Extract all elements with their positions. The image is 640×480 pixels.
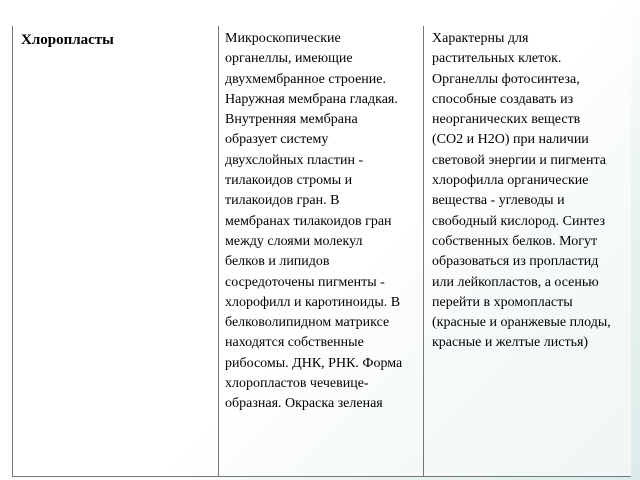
structure-line: образная. Окраска зеленая: [225, 396, 383, 412]
structure-line: Микроскопические: [225, 31, 341, 46]
function-line: перейти в хромопласты: [432, 294, 573, 310]
structure-line: Внутренняя мембрана: [225, 112, 358, 128]
function-line: вещества - углеводы и: [432, 193, 565, 209]
function-line: Характерны для: [432, 31, 529, 46]
structure-column: [218, 26, 423, 476]
function-description: [432, 29, 638, 354]
structure-line: белков и липидов: [225, 254, 330, 270]
function-line: способные создавать из: [432, 91, 574, 107]
structure-line: находятся собственные: [225, 335, 364, 351]
function-line: (СО2 и Н2О) при наличии: [432, 132, 589, 148]
structure-description: [225, 29, 421, 415]
structure-line: белковолипидном матриксе: [225, 315, 390, 331]
function-line: (красные и оранжевые плоды,: [432, 315, 611, 331]
structure-line: тилакоидов гран. В: [225, 193, 340, 209]
function-line: хлорофилла органические: [432, 173, 589, 189]
function-line: свободный кислород. Синтез: [432, 213, 606, 229]
structure-line: сосредоточены пигменты -: [225, 274, 385, 290]
structure-line: Наружная мембрана гладкая.: [225, 91, 398, 107]
function-line: образоваться из пропластид: [432, 254, 599, 270]
function-line: растительных клеток.: [432, 51, 562, 67]
term-column: [13, 26, 218, 476]
function-line: красные и желтые листья): [432, 335, 589, 351]
function-line: световой энергии и пигмента: [432, 152, 606, 168]
organelle-table: [12, 26, 631, 477]
structure-line: рибосомы. ДНК, РНК. Форма: [225, 355, 403, 371]
function-line: Органеллы фотосинтеза,: [432, 71, 580, 87]
structure-line: двухслойных пластин -: [225, 152, 364, 168]
structure-line: между слоями молекул: [225, 233, 363, 249]
structure-line: тилакоидов стромы и: [225, 173, 353, 189]
organelle-name: Хлоропласты: [21, 32, 114, 48]
function-line: собственных белков. Могут: [432, 233, 598, 249]
structure-line: хлоропластов чечевице-: [225, 376, 369, 392]
structure-line: хлорофилл и каротиноиды. В: [225, 294, 401, 310]
structure-line: мембранах тилакоидов гран: [225, 213, 392, 229]
structure-line: двухмембранное строение.: [225, 71, 386, 87]
structure-line: образует систему: [225, 132, 329, 148]
function-line: или лейкопластов, а осенью: [432, 274, 599, 290]
function-column: [423, 26, 631, 476]
function-line: неорганических веществ: [432, 112, 581, 128]
structure-line: органеллы, имеющие: [225, 51, 353, 67]
